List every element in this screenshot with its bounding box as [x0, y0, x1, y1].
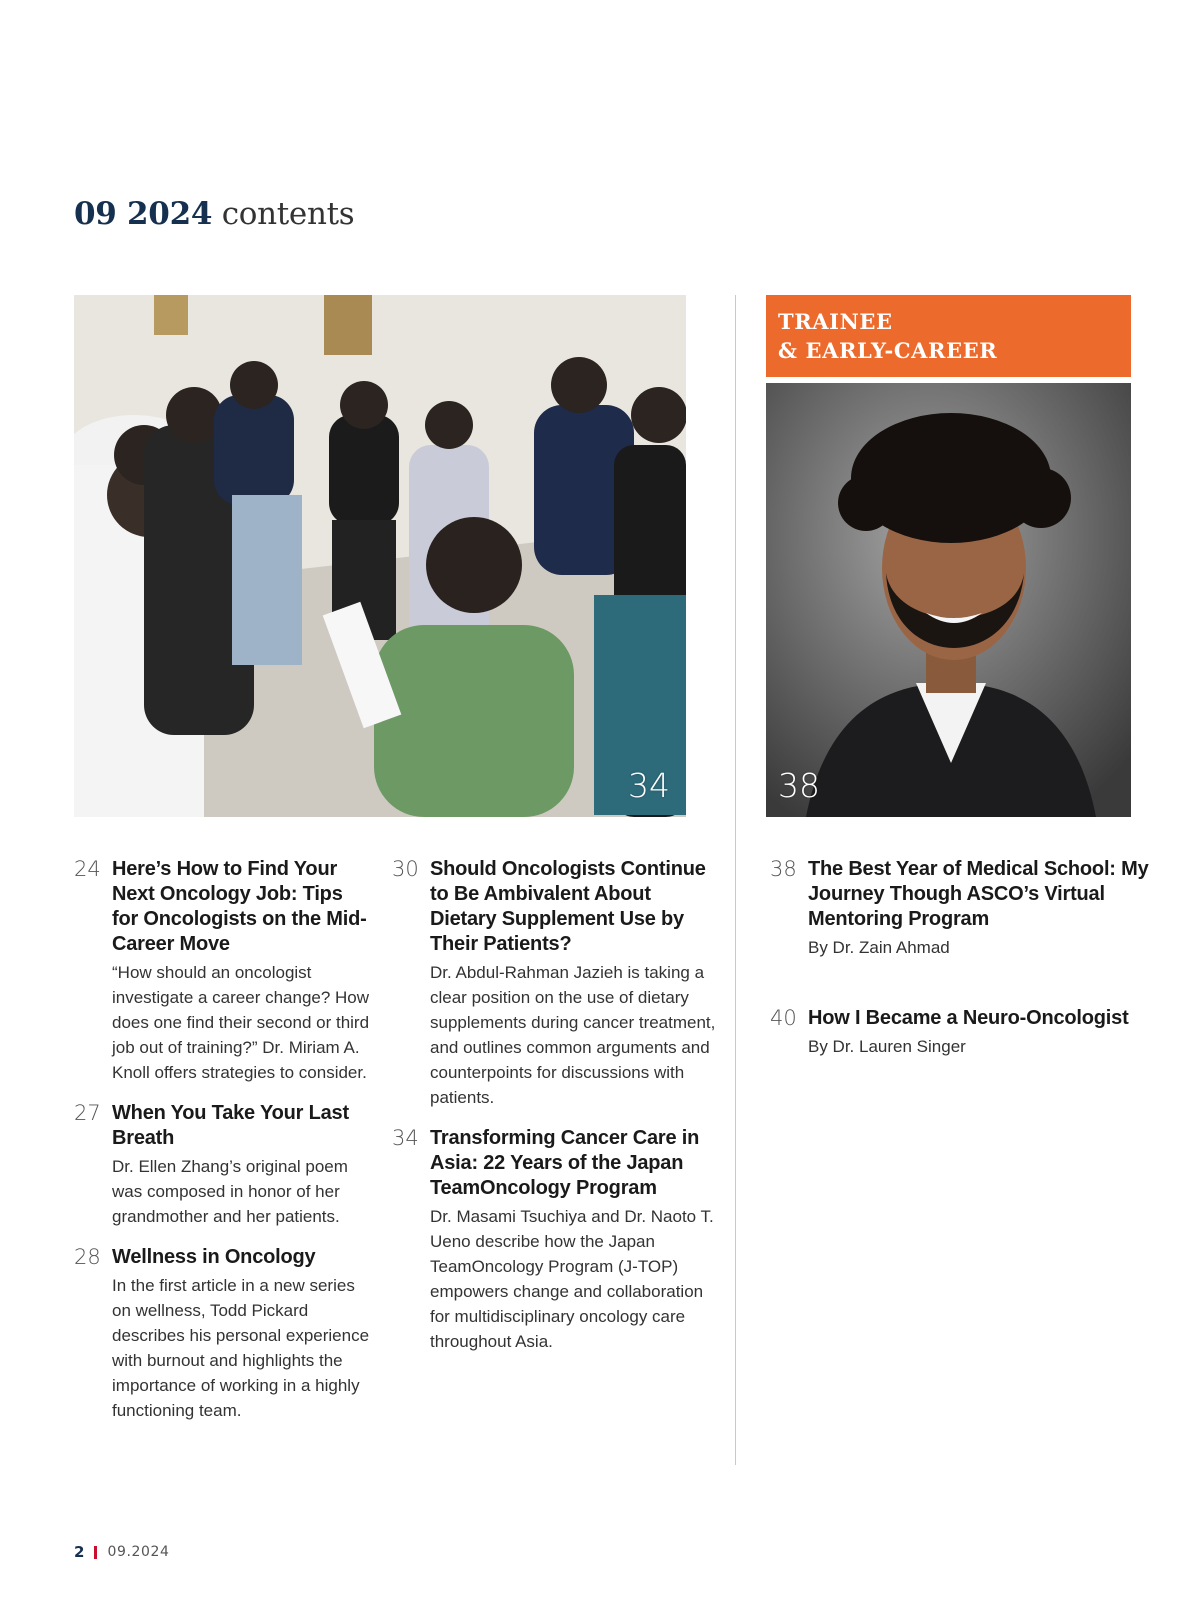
group-photo-illustration: [74, 295, 686, 817]
article-entry[interactable]: [74, 1101, 374, 1229]
article-page-number: 30: [392, 857, 419, 881]
article-title[interactable]: Here’s How to Find Your Next Oncology Job: Tips for Oncologists on the Mid-Career Move: [112, 858, 367, 955]
contents-column-3: [770, 857, 1150, 1059]
article-title[interactable]: Wellness in Oncology: [112, 1246, 316, 1268]
article-title[interactable]: Transforming Cancer Care in Asia: 22 Years of the Japan TeamOncology Program: [430, 1127, 700, 1199]
article-title[interactable]: How I Became a Neuro-Oncologist: [808, 1007, 1129, 1029]
section-banner-line1: TRAINEE: [778, 309, 893, 334]
article-description: Dr. Ellen Zhang’s original poem was composed in honor of her grandmother and her patients.: [112, 1157, 348, 1226]
portrait-photo[interactable]: [766, 383, 1131, 817]
portrait-illustration: [766, 383, 1131, 817]
article-page-number: 38: [770, 857, 797, 881]
footer-page-number: 2: [74, 1543, 85, 1561]
article-description: “How should an oncologist investigate a career change? How does one find their second or third job out of training?” Dr. Miriam A. Knoll offers strategies to consider.: [112, 963, 370, 1082]
article-byline: By Dr. Zain Ahmad: [808, 938, 950, 957]
article-entry[interactable]: [770, 1006, 1150, 1059]
article-page-number: 28: [74, 1245, 101, 1269]
article-page-number: 34: [392, 1126, 419, 1150]
contents-column-1: [74, 857, 374, 1423]
footer-separator: [94, 1546, 97, 1559]
issue-date: 09 2024: [74, 196, 213, 232]
team-oncology-photo[interactable]: [74, 295, 686, 817]
article-description: Dr. Masami Tsuchiya and Dr. Naoto T. Ueno describe how the Japan TeamOncology Program (J-TOP) empowers change and collaboration for multidisciplinary oncology care throughout Asia.: [430, 1207, 714, 1351]
footer-date: 09.2024: [107, 1544, 170, 1560]
section-banner: [766, 295, 1131, 377]
article-entry[interactable]: [770, 857, 1150, 960]
article-title[interactable]: Should Oncologists Continue to Be Ambivalent About Dietary Supplement Use by Their Patients?: [430, 858, 706, 955]
article-page-number: 40: [770, 1006, 797, 1030]
contents-column-2: [392, 857, 722, 1354]
article-entry[interactable]: [74, 1245, 374, 1423]
article-description: In the first article in a new series on wellness, Todd Pickard describes his personal experience with burnout and highlights the importance of working in a highly functioning team.: [112, 1276, 370, 1420]
article-entry[interactable]: [74, 857, 374, 1085]
page-title: [74, 196, 354, 232]
contents-label: contents: [221, 196, 355, 232]
article-title[interactable]: When You Take Your Last Breath: [112, 1102, 349, 1149]
portrait-page-number: 38: [778, 766, 820, 805]
article-byline: By Dr. Lauren Singer: [808, 1037, 966, 1056]
article-page-number: 27: [74, 1101, 101, 1125]
page-footer: [74, 1543, 170, 1561]
article-entry[interactable]: [392, 1126, 722, 1354]
article-description: Dr. Abdul-Rahman Jazieh is taking a clear position on the use of dietary supplements during cancer treatment, and outlines common arguments and counterpoints for discussions with patients.: [430, 963, 716, 1107]
photo-page-number: 34: [628, 766, 670, 805]
article-title[interactable]: The Best Year of Medical School: My Journey Though ASCO’s Virtual Mentoring Program: [808, 858, 1149, 930]
article-entry[interactable]: [392, 857, 722, 1110]
article-page-number: 24: [74, 857, 101, 881]
column-divider: [735, 295, 736, 1465]
section-banner-line2: & EARLY-CAREER: [778, 338, 998, 363]
